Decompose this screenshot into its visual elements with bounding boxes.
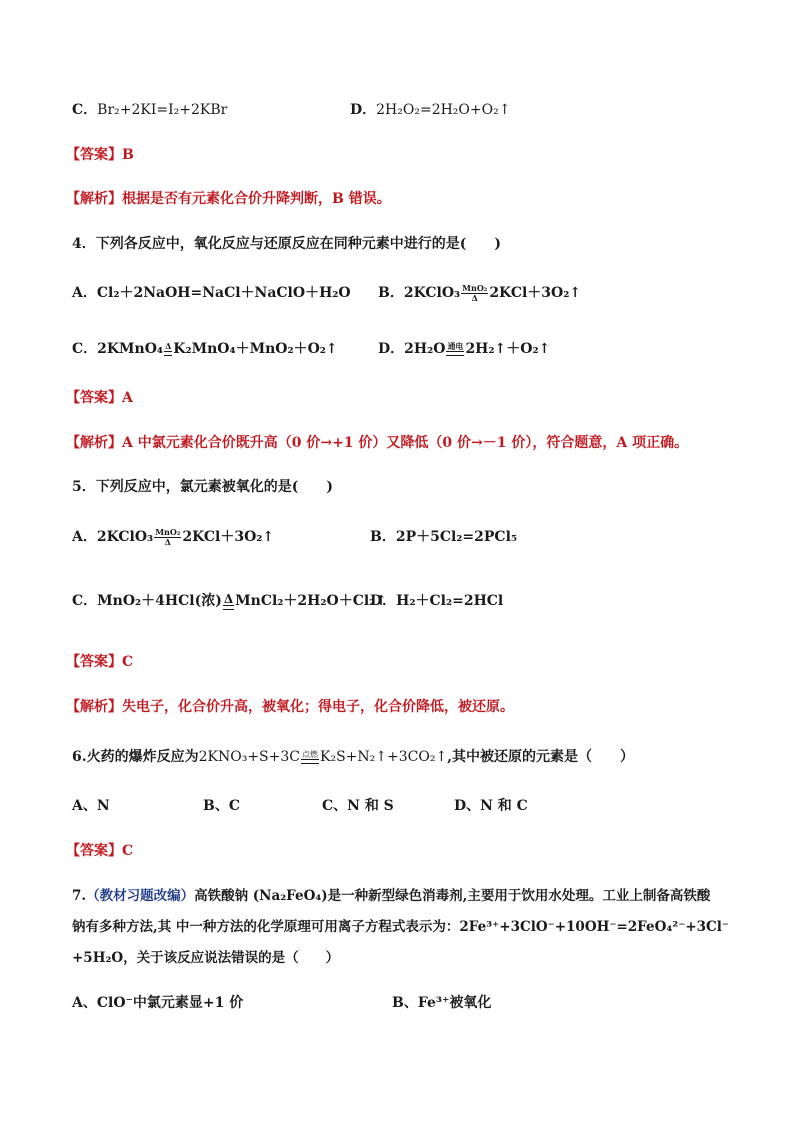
q6-answer [66, 841, 133, 861]
electrolysis-label: 通电 [447, 341, 464, 351]
answer-tag: 【答案】 [66, 843, 122, 859]
q5-option-c [72, 591, 387, 611]
answer-value: B [122, 147, 134, 163]
q6-equation-condition [301, 750, 319, 764]
q7-stem-line2: 钠有多种方法,其 中一种方法的化学原理可用离子方程式表示为：2Fe³⁺+3ClO⁻+10OH⁻=2FeO₄²⁻+3Cl⁻ [72, 919, 730, 935]
q3-answer [66, 145, 134, 165]
q5-option-d: D．H₂＋Cl₂=2HCl [370, 593, 504, 609]
q4-option-d-product: 2H₂↑＋O₂↑ [465, 341, 551, 357]
q6-equation [199, 749, 448, 765]
q5-option-a-product: 2KCl＋3O₂↑ [182, 529, 275, 545]
q3-option-d: 2H₂O₂=2H₂O+O₂↑ [376, 102, 511, 118]
q6-equation-reactants: 2KNO₃+S+3C [198, 749, 301, 765]
q4-option-d-condition [446, 342, 464, 356]
analysis-tag: 【解析】 [66, 191, 122, 207]
analysis-tag: 【解析】 [66, 699, 122, 715]
analysis-text: 根据是否有元素化合价升降判断，B 错误。 [122, 191, 391, 207]
q4-option-b-product: 2KCl＋3O₂↑ [489, 285, 582, 301]
heat-symbol: Δ [223, 591, 234, 606]
q5-option-c-product: MnCl₂＋2H₂O＋Cl₂↑ [235, 593, 388, 609]
answer-value: C [122, 843, 134, 859]
answer-tag: 【答案】 [66, 147, 122, 163]
heat-symbol: Δ [165, 341, 172, 351]
q4-option-c-condition [164, 342, 172, 356]
ignition-label: 点燃 [302, 750, 319, 759]
q7-source-tag: （教材习题改编） [86, 888, 195, 904]
q4-option-c [72, 339, 338, 359]
q5-option-b: B．2P＋5Cl₂=2PCl₅ [370, 529, 518, 545]
q4-option-d-reactant: D．2H₂O [378, 341, 446, 357]
q7-option-b: B、Fe³⁺被氧化 [392, 995, 492, 1011]
q4-option-b-reactant: B．2KClO₃ [378, 285, 461, 301]
q7-stem-line3: +5H₂O，关于该反应说法错误的是（ ） [72, 950, 340, 966]
q3-option-c: Br₂+2KI=I₂+2KBr [97, 102, 228, 118]
analysis-text: 失电子，化合价升高，被氧化；得电子，化合价降低，被还原。 [122, 699, 514, 715]
q4-answer [66, 388, 133, 408]
q6-option-a: A、N [72, 798, 110, 814]
q7-option-a: A、ClO⁻中氯元素显+1 价 [72, 995, 244, 1011]
q6-option-d: D、N 和 C [454, 798, 528, 814]
q5-option-c-condition [223, 593, 234, 610]
q4-option-c-product: K₂MnO₄＋MnO₂＋O₂↑ [173, 341, 338, 357]
q5-option-a-reactant: A．2KClO₃ [72, 529, 154, 545]
q6-stem [72, 747, 634, 767]
catalyst-label: MnO₂ [155, 526, 181, 537]
q3-option-d-row [350, 100, 510, 120]
q3-option-d-label: D． [350, 102, 377, 118]
q6-option-c: C、N 和 S [322, 798, 394, 814]
q5-option-c-reactant: C．MnO₂＋4HCl(浓) [72, 593, 222, 609]
q5-option-a [72, 527, 274, 547]
q7-stem-line1 [72, 886, 710, 906]
q5-analysis [66, 697, 514, 717]
heat-symbol: Δ [164, 536, 171, 547]
catalyst-label: MnO₂ [462, 282, 488, 293]
q7-number: 7. [72, 888, 87, 904]
heat-symbol: Δ [471, 292, 478, 303]
q4-option-b [378, 283, 581, 303]
q5-answer [66, 652, 133, 672]
q4-option-b-condition [461, 284, 488, 303]
answer-tag: 【答案】 [66, 390, 122, 406]
q5-stem: 5．下列反应中，氯元素被氧化的是( ) [72, 479, 333, 495]
q7-text-line1: 高铁酸钠 (Na₂FeO₄)是一种新型绿色消毒剂,主要用于饮用水处理。工业上制备高铁酸 [194, 888, 711, 904]
analysis-tag: 【解析】 [66, 435, 122, 451]
answer-value: A [122, 390, 133, 406]
q4-option-c-reactant: C．2KMnO₄ [72, 341, 164, 357]
q3-options-row [72, 100, 227, 120]
q5-option-a-condition [154, 528, 181, 547]
answer-value: C [122, 654, 134, 670]
q4-option-d [378, 339, 550, 359]
answer-tag: 【答案】 [66, 654, 122, 670]
q6-stem-intro: 6.火药的爆炸反应为 [72, 749, 199, 765]
q6-stem-question: ,其中被还原的元素是（ ） [447, 749, 635, 765]
q3-analysis [66, 189, 391, 209]
q4-option-a: A．Cl₂＋2NaOH=NaCl＋NaClO＋H₂O [72, 285, 351, 301]
q4-analysis [66, 433, 688, 453]
analysis-text: A 中氯元素化合价既升高（0 价→+1 价）又降低（0 价→－1 价），符合题意，A 项正确。 [122, 435, 689, 451]
q4-stem: 4．下列各反应中，氧化反应与还原反应在同种元素中进行的是( ) [72, 236, 501, 252]
q3-option-c-label: C． [72, 102, 98, 118]
q6-equation-products: K₂S+N₂↑+3CO₂↑ [320, 749, 448, 765]
q6-option-b: B、C [203, 798, 240, 814]
